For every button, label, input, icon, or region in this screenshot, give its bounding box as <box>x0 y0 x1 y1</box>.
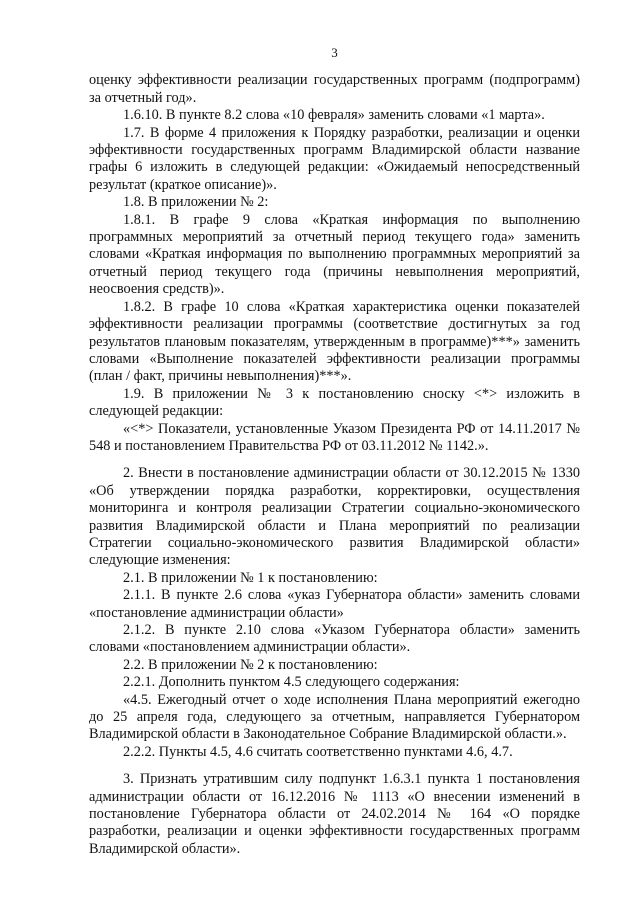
paragraph: 2.2.2. Пункты 4.5, 4.6 считать соответственно пунктами 4.6, 4.7. <box>123 743 513 760</box>
paragraph: 1.8.1. В графе 9 слова «Краткая информация по выполнению программных мероприятий за отчетный период текущего года» заменить словами «Краткая информация по выполнению программных мероприятий за отчетный период текущего года (причины невыполнения мероприятий, неосвоения средств)». <box>89 211 580 298</box>
document-body <box>89 72 580 858</box>
paragraph: 1.8. В приложении № 2: <box>123 194 269 211</box>
paragraph: 1.9. В приложении № 3 к постановлению сноску <*> изложить в следующей редакции: <box>89 385 580 420</box>
paragraph: 1.7. В форме 4 приложения к Порядку разработки, реализации и оценки эффективности государственных программ Владимирской области название графы 6 изложить в следующей редакции: «Ожидаемый непосредственный результат (краткое описание)». <box>89 124 580 193</box>
paragraph: оценку эффективности реализации государственных программ (подпрограмм) за отчетный год». <box>89 72 580 106</box>
paragraph: 2.2.1. Дополнить пунктом 4.5 следующего содержания: <box>123 674 460 691</box>
page-number: 3 <box>331 45 338 60</box>
paragraph: 1.6.10. В пункте 8.2 слова «10 февраля» заменить словами «1 марта». <box>123 107 545 124</box>
paragraph: 2.1. В приложении № 1 к постановлению: <box>123 569 378 586</box>
paragraph: 2.1.1. В пункте 2.6 слова «указ Губернатора области» заменить словами «постановление администрации области» <box>89 587 580 621</box>
paragraph: 3. Признать утратившим силу подпункт 1.6.3.1 пункта 1 постановления администрации области от 16.12.2016 № 1113 «О внесении изменений в постановление Губернатора области от 24.02.2014 № 164 «О порядке разработки, реализации и оценки эффективности государственных программ Владимирской области». <box>89 771 580 857</box>
paragraph: 2. Внести в постановление администрации области от 30.12.2015 № 1330 «Об утверждении порядка разработки, корректировки, осуществления мониторинга и контроля реализации Стратегии социально-экономического развития Владимирской области и Плана мероприятий по реализации Стратегии социально-экономического развития Владимирской области» следующие изменения: <box>89 465 580 569</box>
paragraph: «<*> Показатели, установленные Указом Президента РФ от 14.11.2017 № 548 и постановлением Правительства РФ от 03.11.2012 № 1142.». <box>89 420 580 454</box>
paragraph: 2.2. В приложении № 2 к постановлению: <box>123 656 378 673</box>
paragraph: 1.8.2. В графе 10 слова «Краткая характеристика оценки показателей эффективности реализации программы (соответствие достигнутых за год результатов плановым показателям, утвержденным в программе)***» заменить словами «Выполнение показателей эффективности реализации программы (план / факт, причины невыполнения)***». <box>89 298 580 385</box>
paragraph: 2.1.2. В пункте 2.10 слова «Указом Губернатора области» заменить словами «постановлением администрации области». <box>89 622 580 656</box>
paragraph: «4.5. Ежегодный отчет о ходе исполнения Плана мероприятий ежегодно до 25 апреля года, следующего за отчетным, направляется Губернатором Владимирской области в Законодательное Собрание Владимирской области.». <box>89 691 580 743</box>
